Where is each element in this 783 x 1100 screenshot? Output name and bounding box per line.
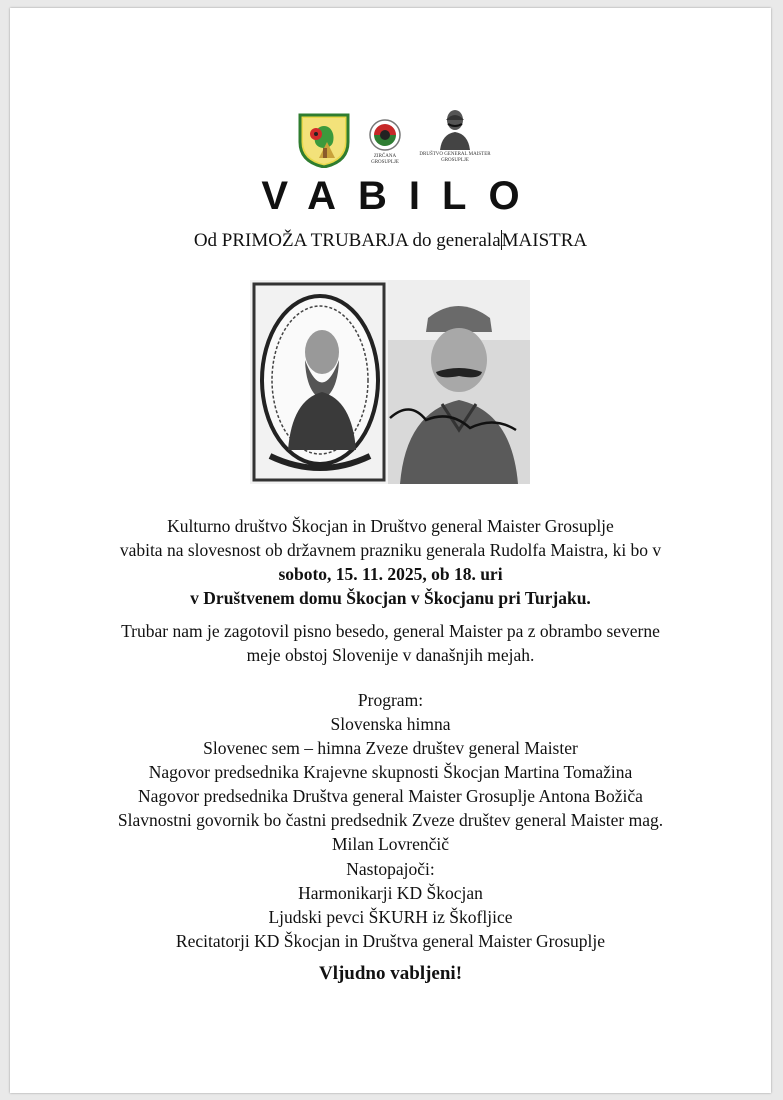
performer-item: Recitatorji KD Škocjan in Društva general Maister Grosuplje <box>175 931 606 951</box>
subtitle <box>10 230 771 252</box>
kd-caption-1: ZIRČANA <box>373 154 397 159</box>
subtitle-before: Od PRIMOŽA TRUBARJA do generala <box>193 230 501 251</box>
program-heading: Program: <box>357 690 424 710</box>
maister-photo <box>388 280 530 484</box>
intro-paragraph <box>10 514 771 610</box>
event-date: soboto, 15. 11. 2025, ob 18. uri <box>278 564 503 584</box>
quote-paragraph <box>10 619 771 667</box>
gm-caption-2: GROSUPLJE <box>441 158 469 163</box>
page-title: VABILO <box>261 174 542 218</box>
gm-caption-1: DRUŠTVO GENERAL MAISTER <box>419 152 491 157</box>
document-page <box>10 8 771 1093</box>
program-item: Slovenska himna <box>330 714 451 734</box>
performers-heading: Nastopajoči: <box>346 859 435 879</box>
gm-logo <box>416 106 494 166</box>
intro-line-2: vabita na slovesnost ob državnem prazniku generala Rudolfa Maistra, ki bo v <box>119 540 662 560</box>
maister-bust-icon <box>416 106 494 152</box>
portraits-image <box>250 280 530 484</box>
trubar-engraving <box>250 280 388 484</box>
quote-line-2: meje obstoj Slovenije v današnjih mejah. <box>246 645 535 665</box>
coat-of-arms-logo <box>297 112 351 168</box>
program-item: Slavnostni govornik bo častni predsednik Zveze društev general Maister mag. <box>117 810 664 830</box>
program-section <box>10 688 771 856</box>
performer-item: Harmonikarji KD Škocjan <box>298 883 483 903</box>
kd-logo <box>366 118 404 168</box>
kd-caption-2: GROSUPLJE <box>371 160 399 165</box>
program-item: Nagovor predsednika Krajevne skupnosti Škocjan Martina Tomažina <box>148 762 633 782</box>
performer-item: Ljudski pevci ŠKURH iz Škofljice <box>268 907 513 927</box>
performers-section <box>10 857 771 953</box>
program-item: Nagovor predsednika Društva general Maister Grosuplje Antona Božiča <box>138 786 643 806</box>
kd-emblem-icon <box>366 118 404 152</box>
event-location: v Društvenem domu Škocjan v Škocjanu pri Turjaku. <box>190 588 591 608</box>
subtitle-after: MAISTRA <box>501 230 588 251</box>
program-item: Slovenec sem – himna Zveze društev general Maister <box>203 738 578 758</box>
logo-row <box>10 106 771 176</box>
closing-line: Vljudno vabljeni! <box>318 963 463 984</box>
quote-line-1: Trubar nam je zagotovil pisno besedo, general Maister pa z obrambo severne <box>121 621 660 641</box>
program-item: Milan Lovrenčič <box>331 834 450 854</box>
intro-line-1: Kulturno društvo Škocjan in Društvo general Maister Grosuplje <box>167 516 614 536</box>
